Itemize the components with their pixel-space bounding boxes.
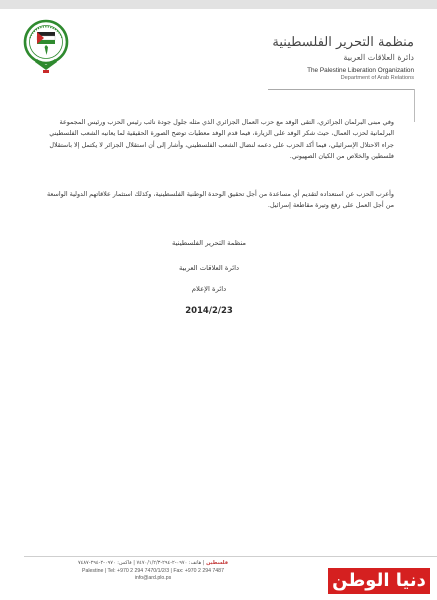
header-divider xyxy=(268,89,414,90)
footer-divider xyxy=(24,556,437,557)
letter-footer xyxy=(48,560,258,582)
source-watermark-logo: دنيا الوطن xyxy=(328,568,430,594)
header-vertical-divider xyxy=(414,89,415,122)
signature-dept: دائرة العلاقات العربية xyxy=(178,264,240,272)
footer-email: info@ard.plo.ps xyxy=(134,575,172,581)
footer-country-label: فلسطين xyxy=(206,560,228,566)
plo-emblem-icon xyxy=(22,18,70,82)
footer-phone-fax-arabic: | هاتف: ٠٩٧٠-٢-٢٩٤-٧٤٧٠/١/٢/٣ | فاكس: ٠٩٧٠-٢-٢٩٤-٧٤٨٧ xyxy=(78,560,205,566)
organization-header xyxy=(272,36,414,82)
dept-name-arabic: دائرة العلاقات العربية xyxy=(343,53,414,62)
letter-date: 2014/2/23 xyxy=(185,306,233,316)
signature-org: منظمة التحرير الفلسطينية xyxy=(171,239,247,247)
body-paragraph-1: وفي مبنى البرلمان الجزائري، التقى الوفد مع حزب العمال الجزائري الذي مثله جلول جودة نائب رئيس الحزب ورئيس المجموعة البرلمانية لحزب العمال، حيث شكر الوفد على الزيارة، فيما قدم الوفد معطيات توضح الصورة الحقيقية لما يعانيه الشعب الفلسطيني جراء الاحتلال الإسرائيلي، فيما أكد الحزب على دعمه لنضال الشعب الفلسطيني، وأشار إلى أن استقلال الجزائر لا يكتمل إلا باستقلال فلسطين والخلاص من الكيان الصهيوني. xyxy=(49,118,394,160)
footer-contact-english: Palestine | Tel: +970 2 294 7470/1/2/3 | Fax: +970 2 294 7487 xyxy=(82,568,224,574)
org-name-english: The Palestine Liberation Organization xyxy=(307,67,414,74)
org-name-arabic: منظمة التحرير الفلسطينية xyxy=(272,35,414,50)
scan-top-border xyxy=(0,0,437,9)
dept-name-english: Department of Arab Relations xyxy=(340,75,414,81)
footer-contact-arabic xyxy=(48,560,258,567)
signature-media-dept: دائرة الإعلام xyxy=(191,285,227,293)
body-paragraph-2: وأعرب الحزب عن استعداده لتقديم أي مساعدة من أجل تحقيق الوحدة الوطنية الفلسطينية، وكذلك استثمار علاقاتهم الدولية الواسعة من أجل العمل على رفع وتيرة مقاطعة إسرائيل. xyxy=(46,190,394,210)
